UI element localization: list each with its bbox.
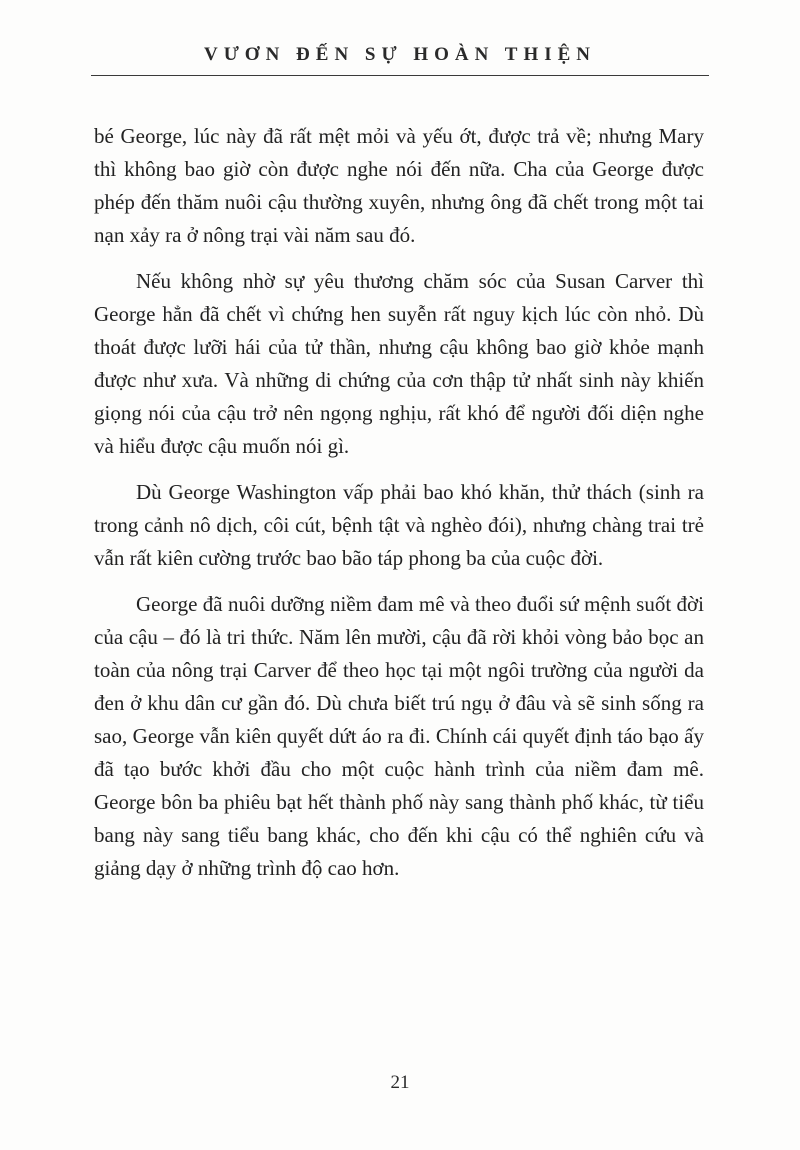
paragraph: George đã nuôi dưỡng niềm đam mê và theo đuổi sứ mệnh suốt đời của cậu – đó là tri thức. Năm lên mười, cậu đã rời khỏi vòng bảo bọc an toàn của nông trại Carver để theo học tại một ngôi trường của người da đen ở khu dân cư gần đó. Dù chưa biết trú ngụ ở đâu và sẽ sinh sống ra sao, George vẫn kiên quyết dứt áo ra đi. Chính cái quyết định táo bạo ấy đã tạo bước khởi đầu cho một cuộc hành trình của niềm đam mê. George bôn ba phiêu bạt hết thành phố này sang thành phố khác, từ tiểu bang này sang tiểu bang khác, cho đến khi cậu có thể nghiên cứu và giảng dạy ở những trình độ cao hơn.: [94, 592, 704, 880]
running-head: [0, 0, 800, 76]
paragraph: Dù George Washington vấp phải bao khó khăn, thử thách (sinh ra trong cảnh nô dịch, côi cút, bệnh tật và nghèo đói), nhưng chàng trai trẻ vẫn rất kiên cường trước bao bão táp phong ba của cuộc đời.: [94, 480, 704, 570]
page-number: 21: [390, 1072, 410, 1093]
body-text: [94, 120, 704, 885]
page-title: VƯƠN ĐẾN SỰ HOÀN THIỆN: [203, 44, 597, 65]
header-divider: [91, 75, 709, 76]
paragraph: Nếu không nhờ sự yêu thương chăm sóc của Susan Carver thì George hẳn đã chết vì chứng hen suyễn rất nguy kịch lúc còn nhỏ. Dù thoát được lưỡi hái của tử thần, nhưng cậu không bao giờ khỏe mạnh được như xưa. Và những di chứng của cơn thập tử nhất sinh này khiến giọng nói của cậu trở nên ngọng nghịu, rất khó để người đối diện nghe và hiểu được cậu muốn nói gì.: [94, 269, 704, 458]
paragraph: bé George, lúc này đã rất mệt mỏi và yếu ớt, được trả về; nhưng Mary thì không bao giờ còn được nghe nói đến nữa. Cha của George được phép đến thăm nuôi cậu thường xuyên, nhưng ông đã chết trong một tai nạn xảy ra ở nông trại vài năm sau đó.: [94, 124, 704, 247]
